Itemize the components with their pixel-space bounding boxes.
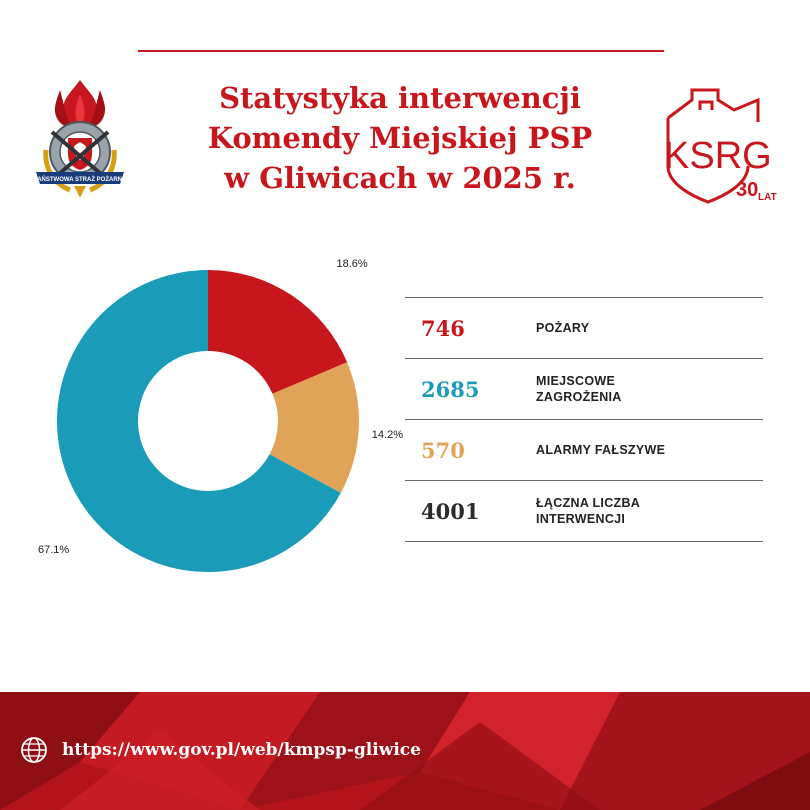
percent-label-fires: 18.6% <box>336 257 368 270</box>
stats-table <box>405 297 763 542</box>
fire-service-emblem-icon <box>30 80 130 204</box>
stat-label-fires <box>536 320 589 336</box>
svg-text:LAT: LAT <box>758 192 777 203</box>
stats-row-fires <box>405 297 763 358</box>
stat-label-line: ALARMY FAŁSZYWE <box>536 443 666 457</box>
stat-value-false-alarms: 570 <box>421 437 465 463</box>
title-line-2: Komendy Miejskiej PSP <box>207 121 593 155</box>
stats-row-false-alarms <box>405 419 763 480</box>
stat-label-line: ZAGROŻENIA <box>536 390 622 404</box>
ksrg-30-lat-logo-icon <box>660 88 782 208</box>
stats-row-total <box>405 480 763 542</box>
donut-chart-svg <box>0 257 400 590</box>
svg-text:PAŃSTWOWA STRAŻ POŻARNA: PAŃSTWOWA STRAŻ POŻARNA <box>33 177 127 183</box>
stat-label-line: MIEJSCOWE <box>536 374 616 388</box>
percent-label-local-hazards: 67.1% <box>37 544 70 557</box>
stats-row-local-hazards <box>405 358 763 419</box>
svg-text:KSRG: KSRG <box>664 135 772 177</box>
title-line-1: Statystyka interwencji <box>219 81 581 115</box>
stat-label-total <box>536 495 640 527</box>
stat-label-local-hazards <box>536 373 622 405</box>
website-link[interactable]: https://www.gov.pl/web/kmpsp-gliwice <box>62 740 421 760</box>
stat-label-false-alarms <box>536 442 665 458</box>
stat-value-total: 4001 <box>421 498 480 524</box>
title-line-3: w Gliwicach w 2025 r. <box>224 161 576 195</box>
stat-label-line: POŻARY <box>536 321 590 335</box>
stat-label-line: ŁĄCZNA LICZBA <box>536 496 641 510</box>
percent-label-false-alarms: 14.2% <box>371 429 403 442</box>
stat-value-local-hazards: 2685 <box>421 376 480 402</box>
footer-banner <box>0 692 810 810</box>
top-divider <box>138 50 664 52</box>
donut-chart <box>0 257 403 590</box>
stat-value-fires: 746 <box>421 315 465 341</box>
globe-icon <box>20 736 48 764</box>
stat-label-line: INTERWENCJI <box>536 512 626 526</box>
svg-text:30: 30 <box>736 179 759 201</box>
page-title <box>160 78 640 198</box>
